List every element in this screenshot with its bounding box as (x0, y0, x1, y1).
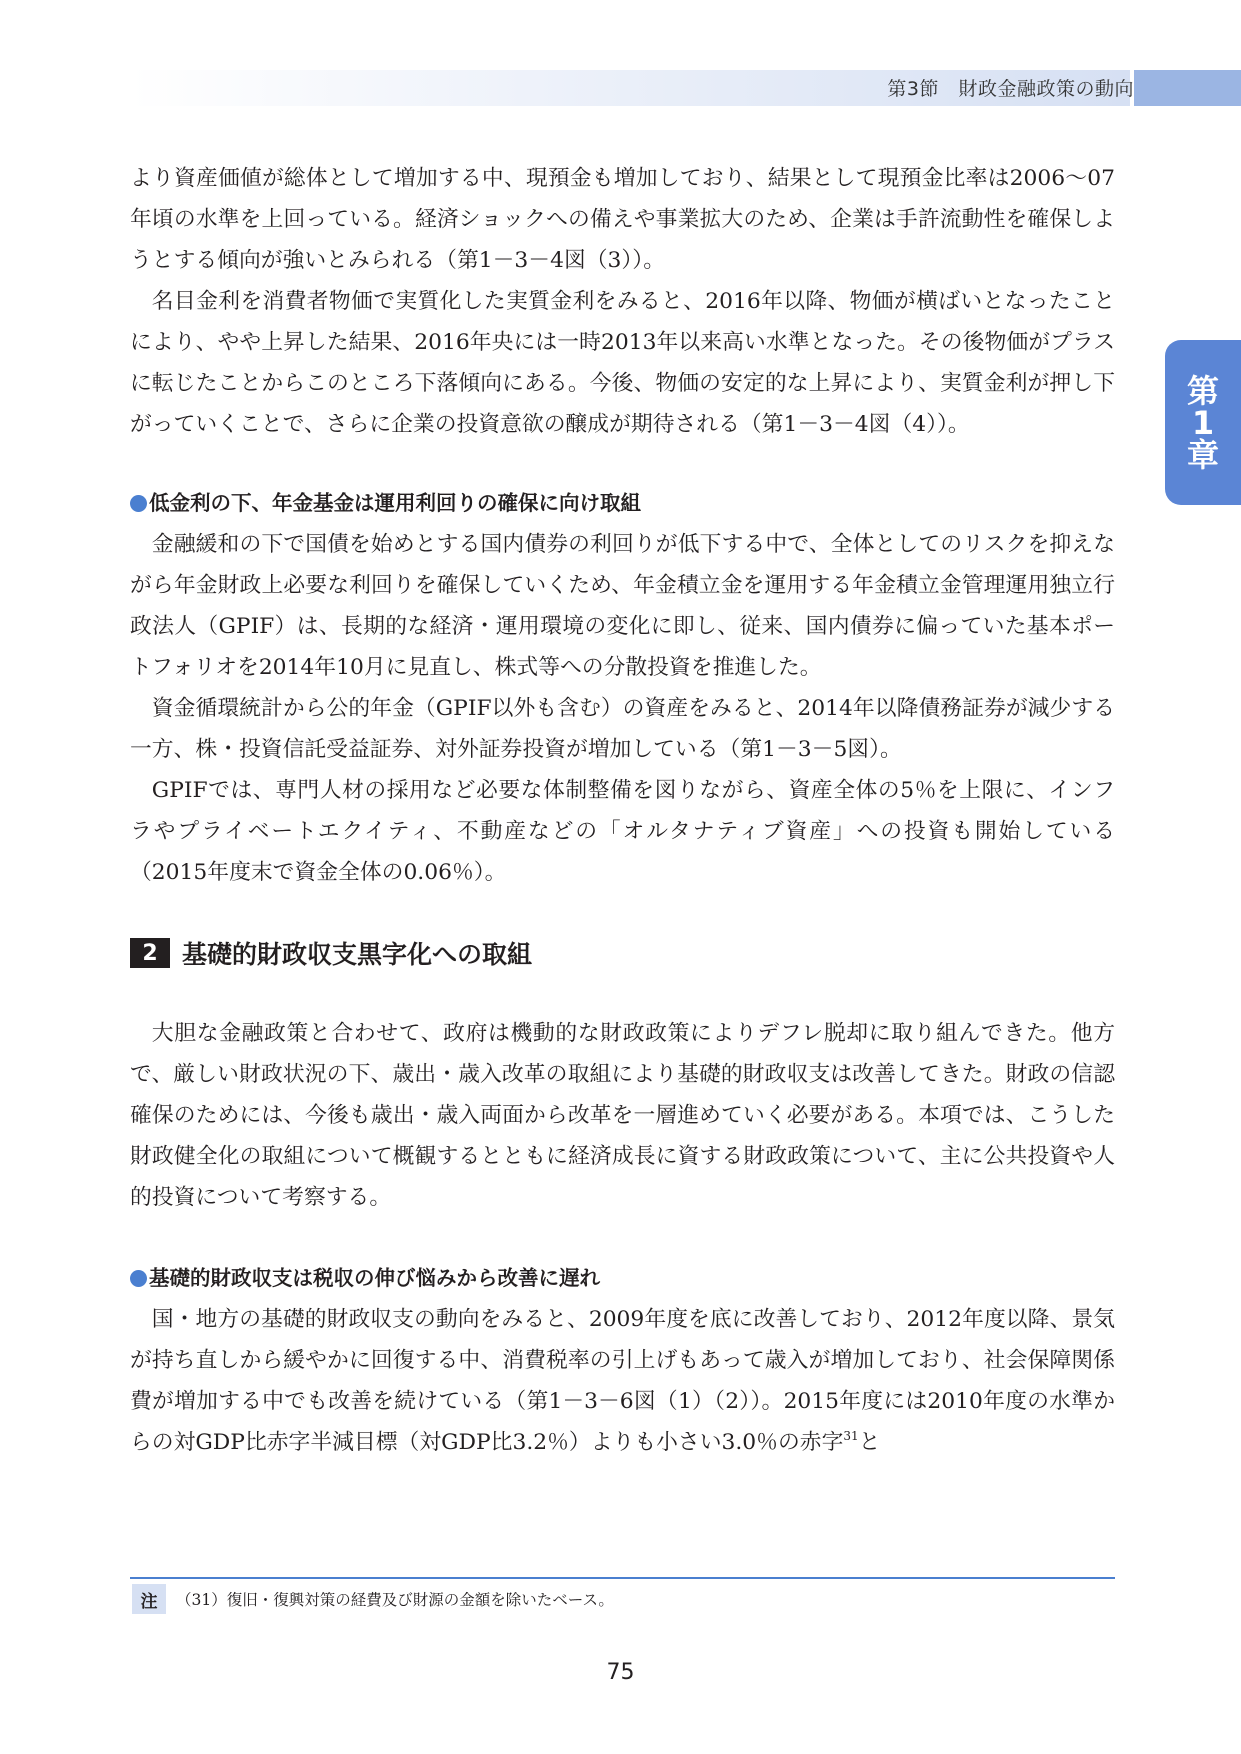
bullet-dot-icon (130, 495, 147, 512)
paragraph: より資産価値が総体として増加する中、現預金も増加しており、結果として現預金比率は2006～07年頃の水準を上回っている。経済ショックへの備えや事業拡大のため、企業は手許流動性を確保しようとする傾向が強いとみられる（第1－3－4図（3））。 (130, 166, 1115, 273)
footnote-ref: 31 (843, 1429, 859, 1443)
section-title: 基礎的財政収支黒字化への取組 (182, 940, 533, 969)
paragraph-tail: と (858, 1430, 881, 1455)
running-header: 第3節 財政金融政策の動向 (887, 78, 1134, 100)
paragraph (130, 1299, 1115, 1463)
paragraph: GPIFでは、専門人材の採用など必要な体制整備を図りながら、資産全体の5％を上限に、インフラやプライベートエクイティ、不動産などの「オルタナティブ資産」への投資も開始している（2015年度末で資金全体の0.06％）。 (130, 778, 1115, 885)
page-number: 75 (606, 1660, 635, 1685)
section-heading (130, 931, 1115, 975)
main-content (130, 158, 1115, 1463)
chapter-tab (1165, 340, 1241, 505)
bullet-heading (130, 1258, 1115, 1299)
bullet-heading-text: 低金利の下、年金基金は運用利回りの確保に向け取組 (149, 491, 641, 515)
chapter-tab-line1: 第 (1186, 371, 1219, 410)
paragraph: 大胆な金融政策と合わせて、政府は機動的な財政政策によりデフレ脱却に取り組んできた。他方で、厳しい財政状況の下、歳出・歳入改革の取組により基礎的財政収支は改善してきた。財政の信認確保のためには、今後も歳出・歳入両面から改革を一層進めていく必要がある。本項では、こうした財政健全化の取組について概観するとともに経済成長に資する財政政策について、主に公共投資や人的投資について考察する。 (130, 1021, 1115, 1210)
paragraph: 金融緩和の下で国債を始めとする国内債券の利回りが低下する中で、全体としてのリスクを抑えながら年金財政上必要な利回りを確保していくため、年金積立金を運用する年金積立金管理運用独立行政法人（GPIF）は、長期的な経済・運用環境の変化に即し、従来、国内債券に偏っていた基本ポートフォリオを2014年10月に見直し、株式等への分散投資を推進した。 (130, 532, 1115, 680)
bullet-dot-icon (130, 1270, 147, 1287)
footnote (132, 1584, 614, 1614)
paragraph: 名目金利を消費者物価で実質化した実質金利をみると、2016年以降、物価が横ばいとなったことにより、やや上昇した結果、2016年央には一時2013年以来高い水準となった。その後物価がプラスに転じたことからこのところ下落傾向にある。今後、物価の安定的な上昇により、実質金利が押し下がっていくことで、さらに企業の投資意欲の醸成が期待される（第1－3－4図（4））。 (130, 289, 1115, 437)
chapter-tab-line3: 章 (1186, 435, 1219, 474)
paragraph-text: 国・地方の基礎的財政収支の動向をみると、2009年度を底に改善しており、2012年度以降、景気が持ち直しから緩やかに回復する中、消費税率の引上げもあって歳入が増加しており、社会保障関係費が増加する中でも改善を続けている（第1－3－6図（1）（2））。2015年度には2010年度の水準からの対GDP比赤字半減目標（対GDP比3.2％）よりも小さい3.0％の赤字 (130, 1307, 1115, 1455)
section-number: 2 (130, 938, 170, 968)
footnote-divider (130, 1577, 1115, 1579)
footnote-text: （31）復旧・復興対策の経費及び財源の金額を除いたベース。 (176, 1591, 614, 1609)
header-accent-block (1134, 70, 1241, 106)
chapter-tab-line2: 1 (1191, 403, 1215, 442)
bullet-heading (130, 483, 1115, 524)
paragraph: 資金循環統計から公的年金（GPIF以外も含む）の資産をみると、2014年以降債務証券が減少する一方、株・投資信託受益証券、対外証券投資が増加している（第1－3－5図）。 (130, 696, 1115, 762)
bullet-heading-text: 基礎的財政収支は税収の伸び悩みから改善に遅れ (149, 1266, 600, 1290)
note-badge: 注 (132, 1584, 166, 1614)
